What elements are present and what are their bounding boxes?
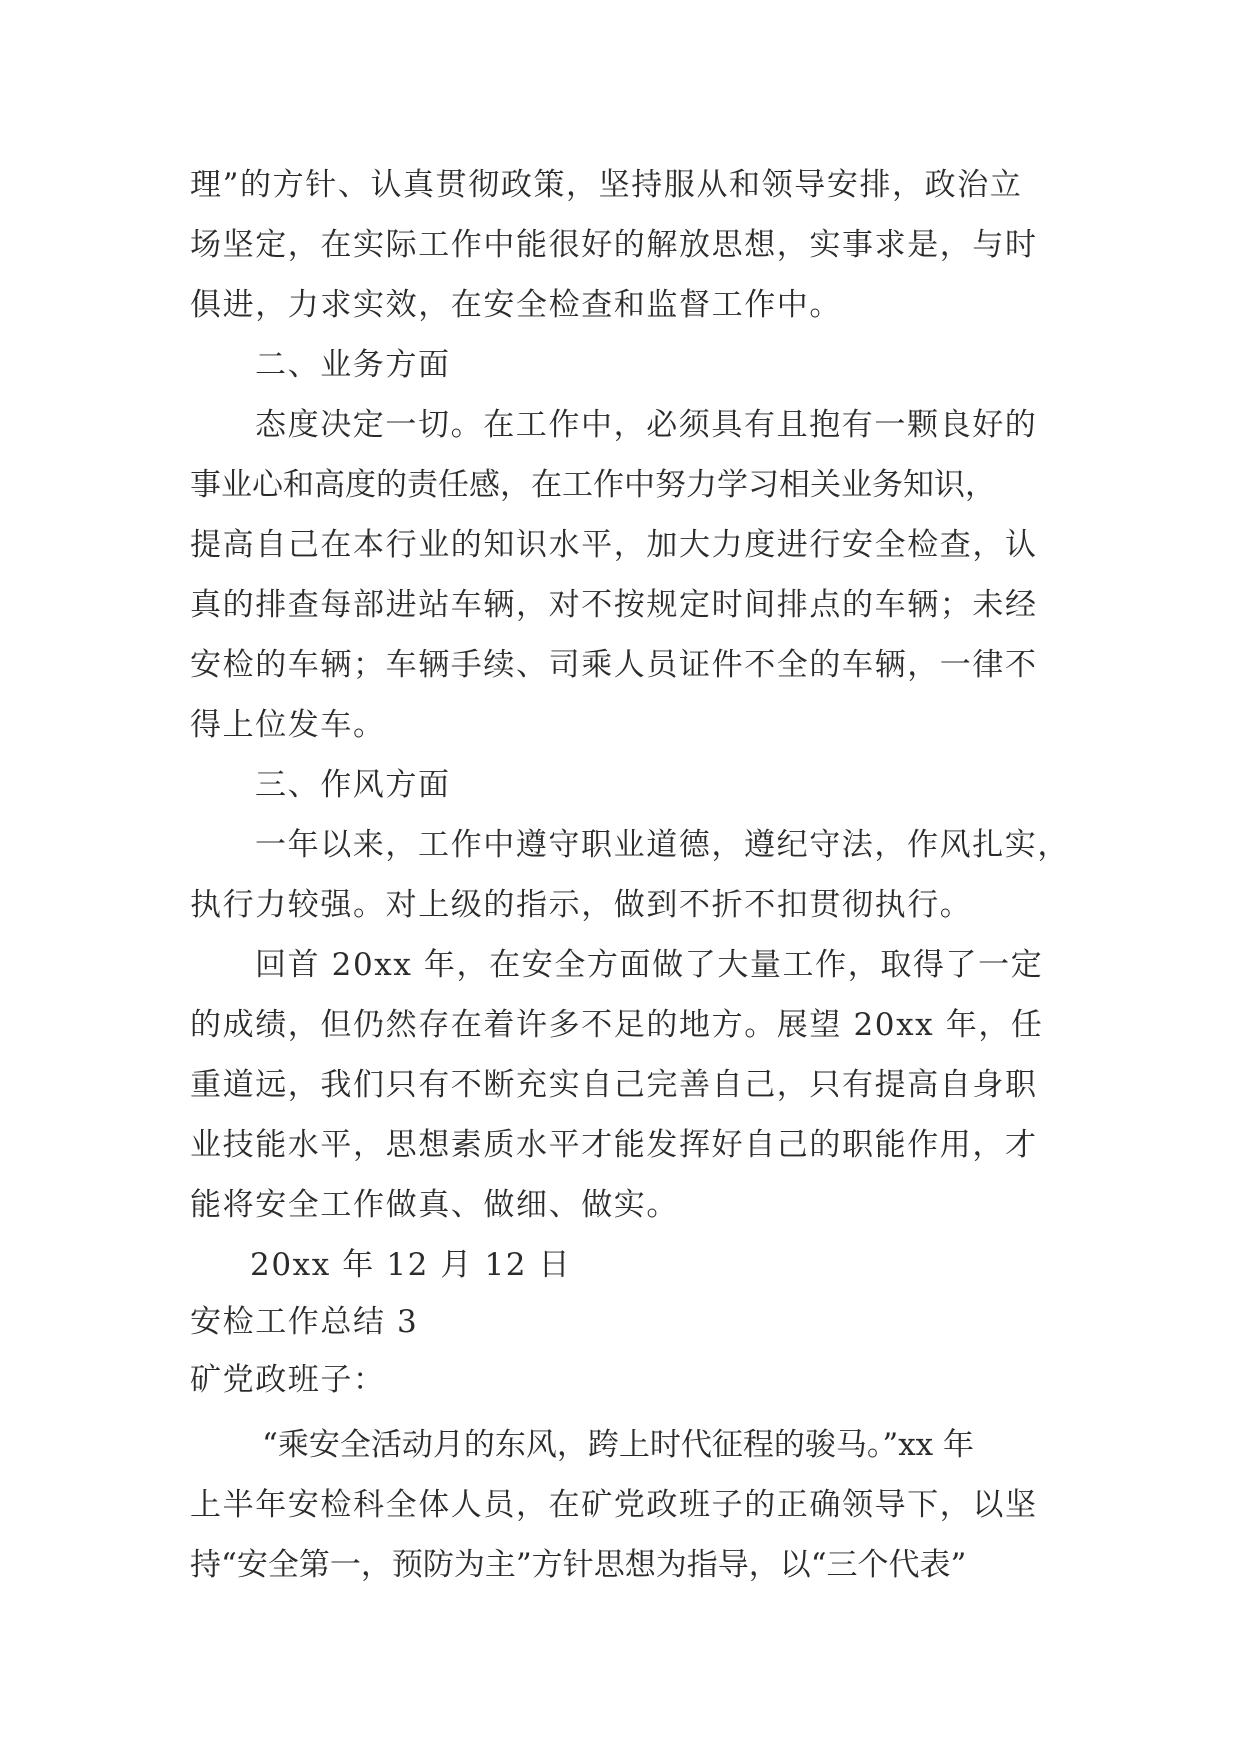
paragraph-line: 持“安全第一，预防为主”方针思想为指导，以“三个代表” [190,1547,967,1583]
salutation: 矿党政班子： [190,1362,386,1398]
paragraph-line: 的成绩，但仍然存在着许多不足的地方。展望 20xx 年，任 [190,1007,1044,1043]
paragraph-line: 能将安全工作做真、做细、做实。 [190,1187,679,1223]
section-heading: 二、业务方面 [255,347,451,383]
paragraph-line: 真的排查每部进站车辆，对不按规定时间排点的车辆；未经 [190,587,1038,623]
paragraph-line: 事业心和高度的责任感，在工作中努力学习相关业务知识， [190,467,996,503]
paragraph-line: 提高自己在本行业的知识水平，加大力度进行安全检查，认 [190,527,1038,563]
paragraph-line: 一年以来，工作中遵守职业道德，遵纪守法，作风扎实， [255,827,1070,863]
paragraph-line: 重道远，我们只有不断充实自己完善自己，只有提高自身职 [190,1067,1038,1103]
paragraph-line: 安检的车辆；车辆手续、司乘人员证件不全的车辆，一律不 [190,647,1038,683]
paragraph-line: 态度决定一切。在工作中，必须具有且抱有一颗良好的 [255,407,1038,443]
paragraph-line: 执行力较强。对上级的指示，做到不折不扣贯彻执行。 [190,887,973,923]
paragraph-line: 回首 20xx 年，在安全方面做了大量工作，取得了一定 [255,947,1044,983]
paragraph-line: 得上位发车。 [190,707,386,743]
paragraph-line: 业技能水平，思想素质水平才能发挥好自己的职能作用，才 [190,1127,1038,1163]
paragraph-line: 俱进，力求实效，在安全检查和监督工作中。 [190,287,842,323]
paragraph-line: 上半年安检科全体人员，在矿党政班子的正确领导下，以坚 [190,1487,1038,1523]
date-line: 20xx 年 12 月 12 日 [250,1247,572,1283]
paragraph-line: 理”的方针、认真贯彻政策，坚持服从和领导安排，政治立 [190,167,1023,203]
section-title: 安检工作总结 3 [190,1304,419,1340]
paragraph-line: “乘安全活动月的东风，跨上时代征程的骏马。”xx 年 [262,1427,975,1463]
paragraph-line: 场坚定，在实际工作中能很好的解放思想，实事求是，与时 [190,227,1038,263]
section-heading: 三、作风方面 [255,767,451,803]
